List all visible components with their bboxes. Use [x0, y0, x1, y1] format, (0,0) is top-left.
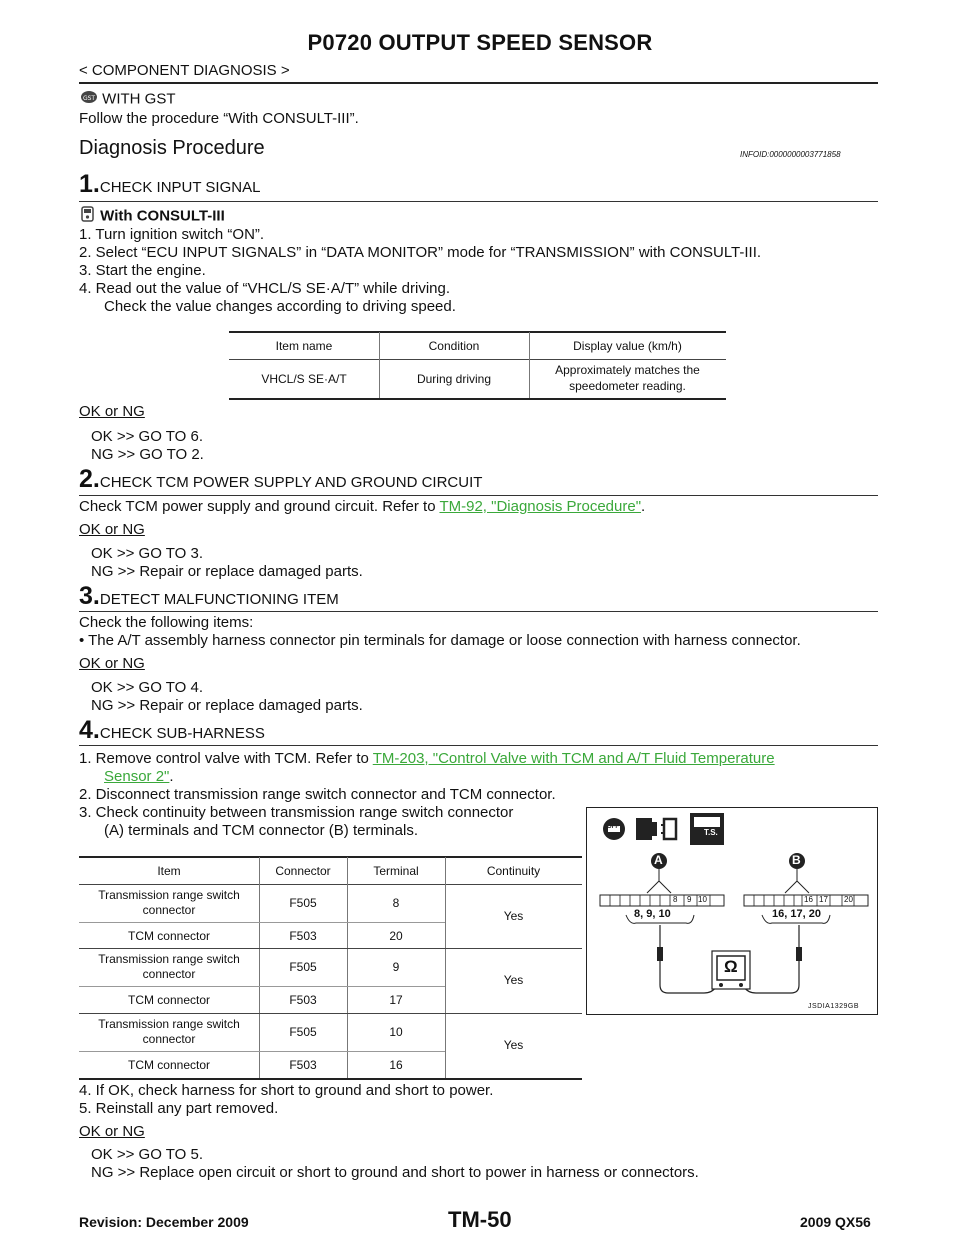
step1-okng: OK or NG	[79, 403, 145, 420]
td-item-1a: Transmission range switch	[98, 888, 240, 902]
pin-b-17: 17	[819, 895, 828, 904]
diag-title: Diagnosis Procedure	[79, 137, 265, 159]
step3-text1: Check the following items:	[79, 614, 254, 631]
step2-header	[79, 465, 482, 497]
step1-line-2: 2. Select “ECU INPUT SIGNALS” in “DATA MONITOR” mode for “TRANSMISSION” with CONSULT-III.	[79, 244, 762, 261]
page-title: P0720 OUTPUT SPEED SENSOR	[307, 30, 653, 55]
step4-okng: OK or NG	[79, 1123, 145, 1140]
th-item: Item	[157, 864, 181, 878]
info-id: INFOID:0000000003771858	[740, 150, 841, 159]
th-item-name: Item name	[275, 339, 333, 353]
td-display-1: Approximately matches the	[555, 363, 700, 377]
td-item-3a: Transmission range switch	[98, 952, 240, 966]
td-item-5b: connector	[142, 1032, 196, 1046]
step2-ok: OK >> GO TO 3.	[91, 545, 203, 562]
td-display-2: speedometer reading.	[569, 379, 686, 393]
step1-header	[79, 170, 260, 202]
step4-ng: NG >> Replace open circuit or short to ground and short to power in harness or connectors.	[91, 1164, 699, 1181]
td-yes-3: Yes	[503, 1038, 524, 1052]
step2-text-line	[79, 498, 645, 516]
pin-a-8: 8	[673, 895, 678, 904]
td-item-5a: Transmission range switch	[98, 1017, 240, 1031]
step2-title: CHECK TCM POWER SUPPLY AND GROUND CIRCUIT	[99, 474, 483, 491]
td-conn-2: F503	[289, 929, 317, 943]
pin-b-16: 16	[804, 895, 813, 904]
gst-text: Follow the procedure “With CONSULT-III”.	[79, 110, 359, 127]
step4-line-2: 2. Disconnect transmission range switch connector and TCM connector.	[79, 786, 556, 803]
step4-line-1b	[104, 768, 174, 786]
td-yes-2: Yes	[503, 973, 524, 987]
step1-num: 1.	[79, 170, 100, 198]
step2-text: Check TCM power supply and ground circuit. Refer to	[79, 498, 440, 515]
step1-line-4: 4. Read out the value of “VHCL/S SE·A/T” while driving.	[79, 280, 451, 297]
breadcrumb: < COMPONENT DIAGNOSIS >	[79, 62, 290, 79]
step3-rule	[79, 611, 878, 612]
step4-line-4: 4. If OK, check harness for short to ground and short to power.	[79, 1082, 494, 1099]
label-pins-b: 16, 17, 20	[772, 908, 821, 920]
step2-ng: NG >> Repair or replace damaged parts.	[91, 563, 363, 580]
page-code: TM-50	[448, 1207, 512, 1232]
pin-a-9: 9	[687, 895, 692, 904]
td-yes-1: Yes	[503, 909, 524, 923]
td-term-4: 17	[389, 993, 403, 1007]
td-item-4: TCM connector	[127, 993, 211, 1007]
step1-line-1: 1. Turn ignition switch “ON”.	[79, 226, 265, 243]
link-tm-203-cont[interactable]: Sensor 2"	[104, 768, 170, 785]
continuity-figure	[586, 807, 878, 1015]
step4-l1-end: .	[169, 768, 174, 785]
step1-title: CHECK INPUT SIGNAL	[99, 179, 261, 196]
label-pins-a: 8, 9, 10	[634, 908, 671, 920]
label-b: B	[792, 853, 801, 867]
td-item-3b: connector	[142, 967, 196, 981]
with-consult-line	[80, 206, 225, 227]
step1-line-3: 3. Start the engine.	[79, 262, 206, 279]
label-a: A	[654, 853, 663, 867]
step4-num: 4.	[79, 716, 100, 744]
model-text: 2009 QX56	[800, 1214, 871, 1230]
td-conn-3: F505	[289, 960, 317, 974]
gst-line	[80, 90, 176, 109]
td-item-2: TCM connector	[127, 929, 211, 943]
td-conn-5: F505	[289, 1025, 317, 1039]
step1-ng: NG >> GO TO 2.	[91, 446, 204, 463]
step2-num: 2.	[79, 465, 100, 493]
th-display-value: Display value (km/h)	[573, 339, 682, 353]
step4-line-1	[79, 750, 775, 768]
gst-label: WITH GST	[102, 90, 176, 108]
with-consult-label: With CONSULT-III	[100, 207, 225, 225]
step4-rule	[79, 745, 878, 746]
step4-line-3b: (A) terminals and TCM connector (B) terminals.	[104, 822, 418, 839]
step1-line-5: Check the value changes according to driving speed.	[104, 298, 456, 315]
td-term-1: 8	[392, 896, 400, 910]
pin-b-20: 20	[844, 895, 853, 904]
td-conn-4: F503	[289, 993, 317, 1007]
td-term-5: 10	[389, 1025, 403, 1039]
th-continuity: Continuity	[486, 864, 541, 878]
ts-label: T.S.	[704, 828, 718, 837]
svg-text:GST: GST	[82, 95, 96, 102]
step4-line-5: 5. Reinstall any part removed.	[79, 1100, 279, 1117]
step2-after: .	[641, 498, 646, 515]
link-tm-92[interactable]: TM-92, "Diagnosis Procedure"	[439, 498, 642, 515]
step4-l1-text: 1. Remove control valve with TCM. Refer to	[79, 750, 373, 767]
step3-header	[79, 582, 339, 614]
pin-a-10: 10	[698, 895, 707, 904]
td-term-6: 16	[389, 1058, 403, 1072]
td-conn-6: F503	[289, 1058, 317, 1072]
link-tm-203[interactable]: TM-203, "Control Valve with TCM and A/T Fluid Temperature	[372, 750, 775, 767]
step3-ng: NG >> Repair or replace damaged parts.	[91, 697, 363, 714]
step3-ok: OK >> GO TO 4.	[91, 679, 203, 696]
step3-okng: OK or NG	[79, 655, 145, 672]
step1-ok: OK >> GO TO 6.	[91, 428, 203, 445]
consult-icon	[80, 206, 96, 227]
gst-icon	[80, 90, 98, 109]
td-condition: During driving	[416, 372, 492, 386]
step1-rule	[79, 201, 878, 202]
step4-header	[79, 716, 265, 748]
step2-rule	[79, 495, 878, 496]
step3-text2: • The A/T assembly harness connector pin terminals for damage or loose connection with harness connector.	[79, 632, 801, 649]
step3-title: DETECT MALFUNCTIONING ITEM	[99, 591, 339, 608]
td-term-2: 20	[389, 929, 403, 943]
td-term-3: 9	[392, 960, 400, 974]
step3-num: 3.	[79, 582, 100, 610]
th-connector: Connector	[275, 864, 331, 878]
step4-title: CHECK SUB-HARNESS	[99, 725, 265, 742]
step2-okng: OK or NG	[79, 521, 145, 538]
td-item-name: VHCL/S SE·A/T	[261, 372, 347, 386]
figure-drawing	[586, 807, 878, 1015]
step4-ok: OK >> GO TO 5.	[91, 1146, 203, 1163]
td-item-6: TCM connector	[127, 1058, 211, 1072]
step4-line-3: 3. Check continuity between transmission range switch connector	[79, 804, 514, 821]
ohm-symbol: Ω	[724, 957, 738, 976]
td-item-1b: connector	[142, 903, 196, 917]
th-terminal: Terminal	[373, 864, 419, 878]
revision-text: Revision: December 2009	[79, 1214, 249, 1230]
header-rule	[79, 82, 878, 84]
th-condition: Condition	[428, 339, 480, 353]
off-label: OFF	[607, 824, 619, 830]
td-conn-1: F505	[289, 896, 317, 910]
figure-code: JSDIA1329GB	[808, 1003, 860, 1010]
